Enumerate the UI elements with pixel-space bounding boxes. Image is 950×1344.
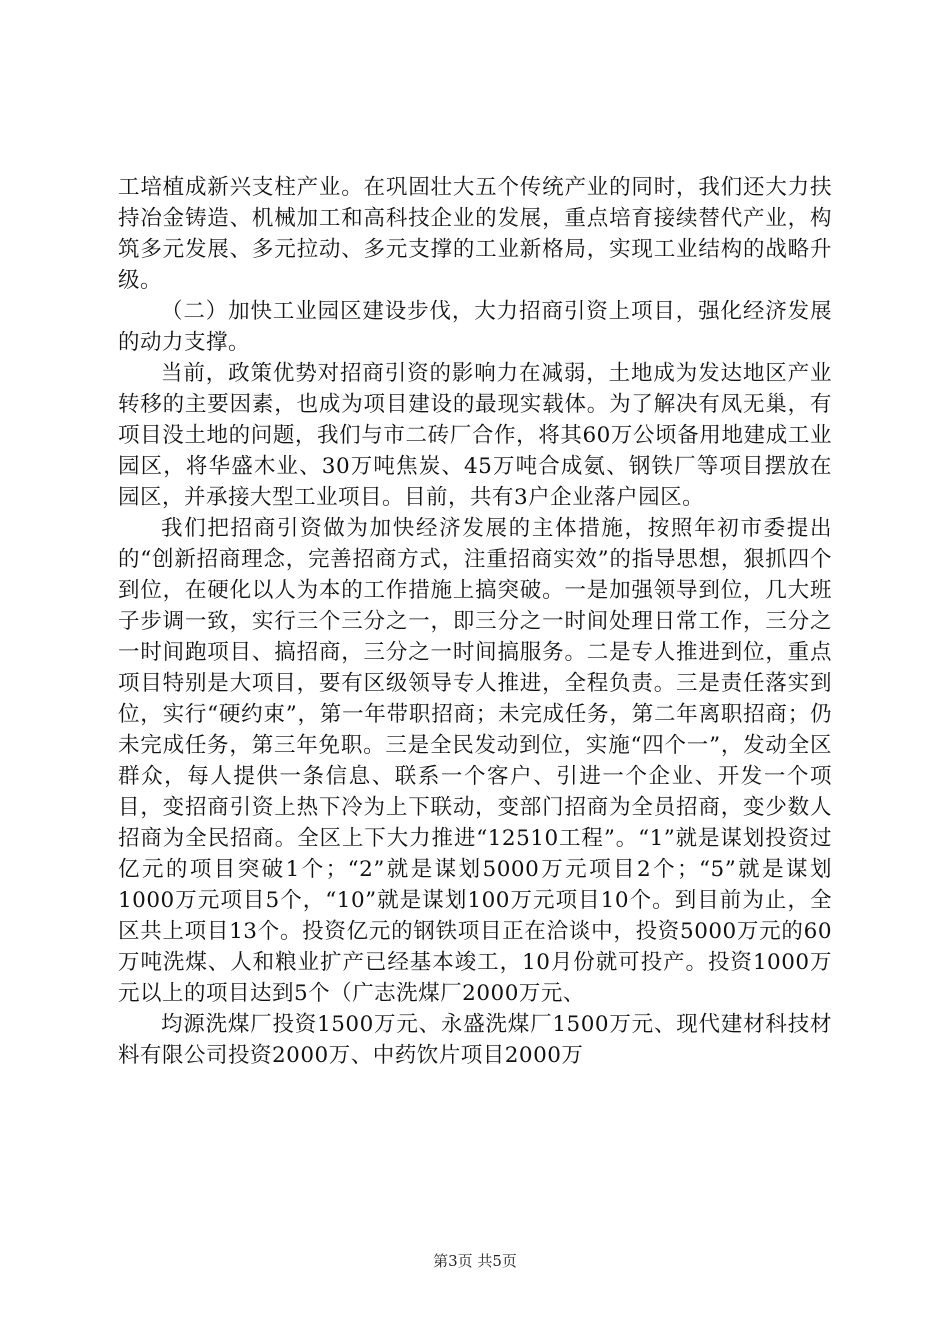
paragraph-5: 均源洗煤厂投资1500万元、永盛洗煤厂1500万元、现代建材科技材料有限公司投资2000万、中药饮片项目2000万 — [118, 1012, 832, 1068]
page-number-label: 第3页 共5页 — [433, 1252, 517, 1270]
document-body — [118, 172, 832, 1071]
paragraph-3: 当前，政策优势对招商引资的影响力在减弱，土地成为发达地区产业转移的主要因素，也成为项目建设的最现实载体。为了解决有凤无巢，有项目没土地的问题，我们与市二砖厂合作，将其60万公顷备用地建成工业园区，将华盛木业、30万吨焦炭、45万吨合成氨、钢铁厂等项目摆放在园区，并承接大型工业项目。目前，共有3户企业落户园区。 — [118, 361, 832, 510]
paragraph-4: 我们把招商引资做为加快经济发展的主体措施，按照年初市委提出的“创新招商理念，完善招商方式，注重招商实效”的指导思想，狠抓四个到位，在硬化以人为本的工作措施上搞突破。一是加强领导到位，几大班子步调一致，实行三个三分之一，即三分之一时间处理日常工作，三分之一时间跑项目、搞招商，三分之一时间搞服务。二是专人推进到位，重点项目特别是大项目，要有区级领导专人推进，全程负责。三是责任落实到位，实行“硬约束”，第一年带职招商；未完成任务，第二年离职招商；仍未完成任务，第三年免职。三是全民发动到位，实施“四个一”，发动全区群众，每人提供一条信息、联系一个客户、引进一个企业、开发一个项目，变招商引资上热下冷为上下联动，变部门招商为全员招商，变少数人招商为全民招商。全区上下大力推进“12510工程”。“1”就是谋划投资过亿元的项目突破1个；“2”就是谋划5000万元项目2个；“5”就是谋划1000万元项目5个，“10”就是谋划100万元项目10个。到目前为止，全区共上项目13个。投资亿元的钢铁项目正在洽谈中，投资5000万元的60万吨洗煤、人和粮业扩产已经基本竣工，10月份就可投产。投资1000万元以上的项目达到5个（广志洗煤厂2000万元、 — [118, 516, 832, 1006]
paragraph-2-section-heading: （二）加快工业园区建设步伐，大力招商引资上项目，强化经济发展的动力支撑。 — [118, 299, 832, 355]
page-footer — [0, 1250, 950, 1271]
paragraph-1: 工培植成新兴支柱产业。在巩固壮大五个传统产业的同时，我们还大力扶持冶金铸造、机械加工和高科技企业的发展，重点培育接续替代产业，构筑多元发展、多元拉动、多元支撑的工业新格局，实现工业结构的战略升级。 — [118, 175, 832, 293]
